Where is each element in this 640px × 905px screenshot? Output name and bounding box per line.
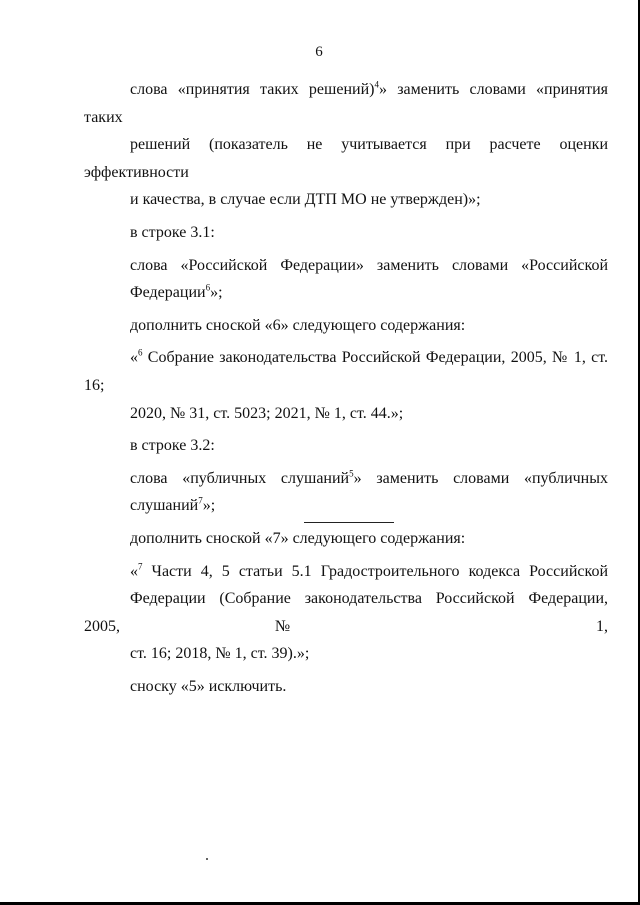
text-line: слова «Российской Федерации» заменить словами «Российской xyxy=(130,256,608,274)
text-line: слова «публичных слушаний$^5$» заменить словами «публичных xyxy=(130,468,608,487)
document-body xyxy=(84,76,608,705)
text-line: слова «принятия таких решений)$^4$» заменить словами «принятия таких xyxy=(84,79,608,126)
paragraph xyxy=(84,344,608,427)
scan-speck xyxy=(206,858,208,860)
text-line: Федерации$^6$»; xyxy=(130,282,223,302)
text-line: «$^6$ Собрание законодательства Российской Федерации, 2005, № 1, ст. 16; xyxy=(84,348,608,394)
paragraph xyxy=(84,558,608,668)
text-line: сноску «5» исключить. xyxy=(130,677,287,695)
paragraph xyxy=(84,673,608,701)
text-line: дополнить сноской «7» следующего содержания: xyxy=(130,529,466,547)
paragraph xyxy=(84,219,608,247)
paragraph xyxy=(84,252,608,307)
text-line: «$^7$ Части 4, 5 статьи 5.1 Градостроительного кодекса Российской xyxy=(130,561,608,580)
text-line: слушаний$^7$»; xyxy=(130,495,216,515)
text-line: Федерации (Собрание законодательства Российской Федерации, 2005, № 1, xyxy=(84,590,608,635)
paragraph xyxy=(84,432,608,460)
text-line: ст. 16; 2018, № 1, ст. 39).»; xyxy=(130,645,310,663)
paragraph xyxy=(84,312,608,340)
text-line: решений (показатель не учитывается при расчете оценки эффективности xyxy=(84,136,608,181)
paragraph xyxy=(84,76,608,214)
paragraph xyxy=(84,465,608,520)
text-line: в строке 3.1: xyxy=(130,223,215,241)
text-line: 2020, № 31, ст. 5023; 2021, № 1, ст. 44.»; xyxy=(130,404,404,422)
text-line: и качества, в случае если ДТП МО не утвержден)»; xyxy=(130,191,481,209)
paragraph xyxy=(84,525,608,553)
text-line: дополнить сноской «6» следующего содержания: xyxy=(130,316,466,334)
end-rule xyxy=(304,522,394,523)
text-line: в строке 3.2: xyxy=(130,437,215,455)
page-number: 6 xyxy=(315,44,323,60)
